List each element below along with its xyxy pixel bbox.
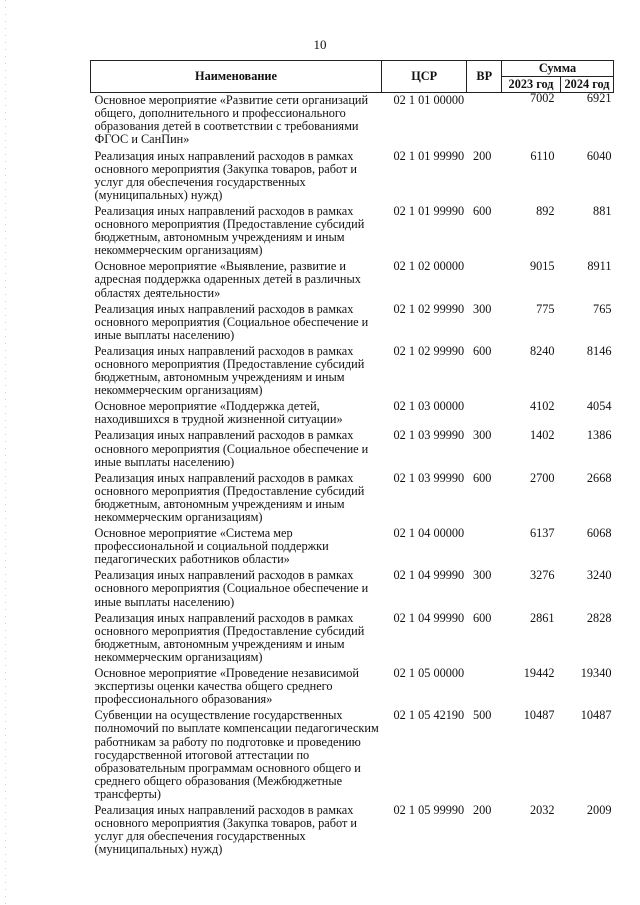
row-sum-2024-cell: 2668: [586, 470, 612, 485]
row-name-cell: Основное мероприятие «Поддержка детей, находившихся в трудной жизненной ситуации»: [94, 399, 343, 427]
row-csr-cell: 02 1 01 00000: [393, 93, 465, 108]
row-sum-2023-cell: 6110: [530, 148, 555, 163]
row-csr-cell: 02 1 02 99990: [393, 343, 465, 358]
header-vr: ВР: [467, 61, 502, 93]
table-row: [91, 428, 614, 470]
row-csr-cell: 02 1 04 99990: [393, 568, 465, 583]
row-vr-cell: 300: [472, 301, 492, 316]
row-sum-2023-cell: 892: [536, 203, 555, 218]
row-csr-cell: 02 1 03 99990: [393, 470, 465, 485]
row-csr-cell: 02 1 04 00000: [393, 526, 465, 541]
row-sum-2024-cell: 8146: [586, 343, 612, 358]
row-vr-cell: 300: [472, 568, 492, 583]
row-name-cell: Реализация иных направлений расходов в рамках основного мероприятия (Предоставление субсидий бюджетным, автономным учреждениям и иным некоммерческим организациям): [94, 343, 365, 398]
table-row: [91, 302, 614, 344]
row-sum-2023-cell: 19442: [523, 666, 555, 681]
page-number: 10: [313, 37, 327, 52]
table-row: [91, 611, 614, 666]
row-name-cell: Основное мероприятие «Проведение независимой экспертизы оценки качества общего среднего профессионального образования»: [94, 666, 359, 707]
row-csr-cell: 02 1 05 00000: [393, 666, 465, 681]
row-vr-cell: [467, 259, 502, 301]
row-name-cell: Реализация иных направлений расходов в рамках основного мероприятия (Предоставление субсидий бюджетным, автономным учреждениям и иным некоммерческим организациям): [94, 470, 365, 524]
header-sum: Сумма: [502, 61, 614, 77]
row-vr-cell: [467, 526, 502, 568]
table-row: [91, 568, 614, 610]
row-vr-cell: [467, 666, 502, 708]
row-sum-2023-cell: 775: [536, 301, 555, 316]
row-vr-cell: 600: [472, 610, 492, 625]
row-vr-cell: [467, 399, 502, 428]
row-vr-cell: 300: [472, 428, 492, 443]
scan-margin-dots: [5, 0, 6, 905]
row-vr-cell: 500: [472, 708, 492, 723]
row-name-cell: Реализация иных направлений расходов в рамках основного мероприятия (Предоставление субсидий бюджетным, автономным учреждениям и иным некоммерческим организациям): [94, 203, 365, 258]
row-csr-cell: 02 1 02 99990: [393, 301, 465, 316]
header-year-2024: 2024 год: [561, 77, 614, 93]
row-sum-2023-cell: 6137: [529, 526, 555, 541]
row-sum-2024-cell: 6040: [586, 148, 612, 163]
row-sum-2024-cell: 1386: [586, 428, 612, 443]
table-body: [91, 93, 614, 859]
header-csr: ЦСР: [381, 61, 466, 93]
row-csr-cell: 02 1 05 42190: [393, 708, 465, 723]
row-name-cell: Реализация иных направлений расходов в рамках основного мероприятия (Социальное обеспечение и иные выплаты населению): [94, 568, 369, 609]
table-row: [91, 803, 614, 858]
row-csr-cell: 02 1 01 99990: [393, 148, 465, 163]
row-vr-cell: 200: [472, 802, 492, 817]
row-vr-cell: 600: [472, 203, 492, 218]
row-name-cell: Реализация иных направлений расходов в рамках основного мероприятия (Закупка товаров, работ и услуг для обеспечения государственных (муниципальных) нужд): [94, 148, 357, 202]
table-row: [91, 526, 614, 568]
row-csr-cell: 02 1 02 00000: [393, 259, 465, 274]
row-csr-cell: 02 1 01 99990: [393, 203, 465, 218]
row-sum-2024-cell: 19340: [580, 666, 612, 681]
row-sum-2024-cell: 2009: [586, 802, 612, 817]
budget-table: [90, 60, 614, 858]
header-name: Наименование: [91, 61, 382, 93]
row-vr-cell: 600: [472, 470, 492, 485]
row-sum-2024-cell: 881: [593, 203, 612, 218]
row-name-cell: Основное мероприятие «Выявление, развитие и адресная поддержка одаренных детей в различных областях деятельности»: [94, 259, 361, 300]
row-vr-cell: 600: [472, 343, 492, 358]
row-sum-2023-cell: 2861: [529, 610, 555, 625]
row-sum-2023-cell: 2700: [529, 470, 555, 485]
row-sum-2024-cell: 6068: [586, 526, 612, 541]
table-row: [91, 666, 614, 708]
row-sum-2024-cell: 4054: [586, 399, 612, 414]
row-name-cell: Реализация иных направлений расходов в рамках основного мероприятия (Социальное обеспечение и иные выплаты населению): [94, 301, 369, 342]
row-sum-2023-cell: 8240: [529, 343, 555, 358]
row-name-cell: Основное мероприятие «Развитие сети организаций общего, дополнительного и профессионального образования детей в соответствии с требованиями ФГОС и СанПин»: [94, 93, 369, 147]
row-sum-2023-cell: 10487: [523, 708, 555, 723]
table-header: [91, 61, 614, 93]
row-csr-cell: 02 1 05 99990: [393, 802, 465, 817]
row-csr-cell: 02 1 03 00000: [393, 399, 465, 414]
row-sum-2023-cell: 7002: [529, 91, 555, 106]
row-csr-cell: 02 1 03 99990: [393, 428, 465, 443]
row-sum-2024-cell: 10487: [580, 708, 612, 723]
row-sum-2024-cell: 2828: [586, 610, 612, 625]
table-row: [91, 149, 614, 204]
table-row: [91, 259, 614, 301]
row-vr-cell: [467, 93, 502, 149]
row-csr-cell: 02 1 04 99990: [393, 610, 465, 625]
table-row: [91, 93, 614, 149]
row-name-cell: Основное мероприятие «Система мер профессиональной и социальной поддержки педагогических работников области»: [94, 526, 329, 567]
row-name-cell: Реализация иных направлений расходов в рамках основного мероприятия (Закупка товаров, работ и услуг для обеспечения государственных (муниципальных) нужд): [94, 802, 357, 857]
row-sum-2024-cell: 765: [593, 301, 612, 316]
row-sum-2024-cell: 6921: [586, 91, 612, 106]
row-name-cell: Реализация иных направлений расходов в рамках основного мероприятия (Предоставление субсидий бюджетным, автономным учреждениям и иным некоммерческим организациям): [94, 610, 365, 664]
row-sum-2024-cell: 8911: [587, 259, 612, 274]
table-row: [91, 399, 614, 428]
table-row: [91, 344, 614, 399]
row-name-cell: Реализация иных направлений расходов в рамках основного мероприятия (Социальное обеспечение и иные выплаты населению): [94, 428, 369, 469]
row-name-cell: Субвенции на осуществление государственных полномочий по выплате компенсации педагогическим работникам за работу по подготовке и проведению государственной итоговой аттестации по образовательным программам основного общего и среднего общего образования (Межбюджетные трансферты): [94, 708, 379, 801]
row-sum-2023-cell: 9015: [529, 259, 555, 274]
table-row: [91, 708, 614, 803]
row-sum-2023-cell: 4102: [529, 399, 555, 414]
row-vr-cell: 200: [472, 148, 492, 163]
row-sum-2023-cell: 3276: [529, 568, 555, 583]
row-sum-2024-cell: 3240: [586, 568, 612, 583]
row-sum-2023-cell: 2032: [529, 802, 555, 817]
header-year-2023: 2023 год: [502, 77, 561, 93]
table-row: [91, 471, 614, 526]
row-sum-2023-cell: 1402: [529, 428, 555, 443]
table-row: [91, 204, 614, 259]
